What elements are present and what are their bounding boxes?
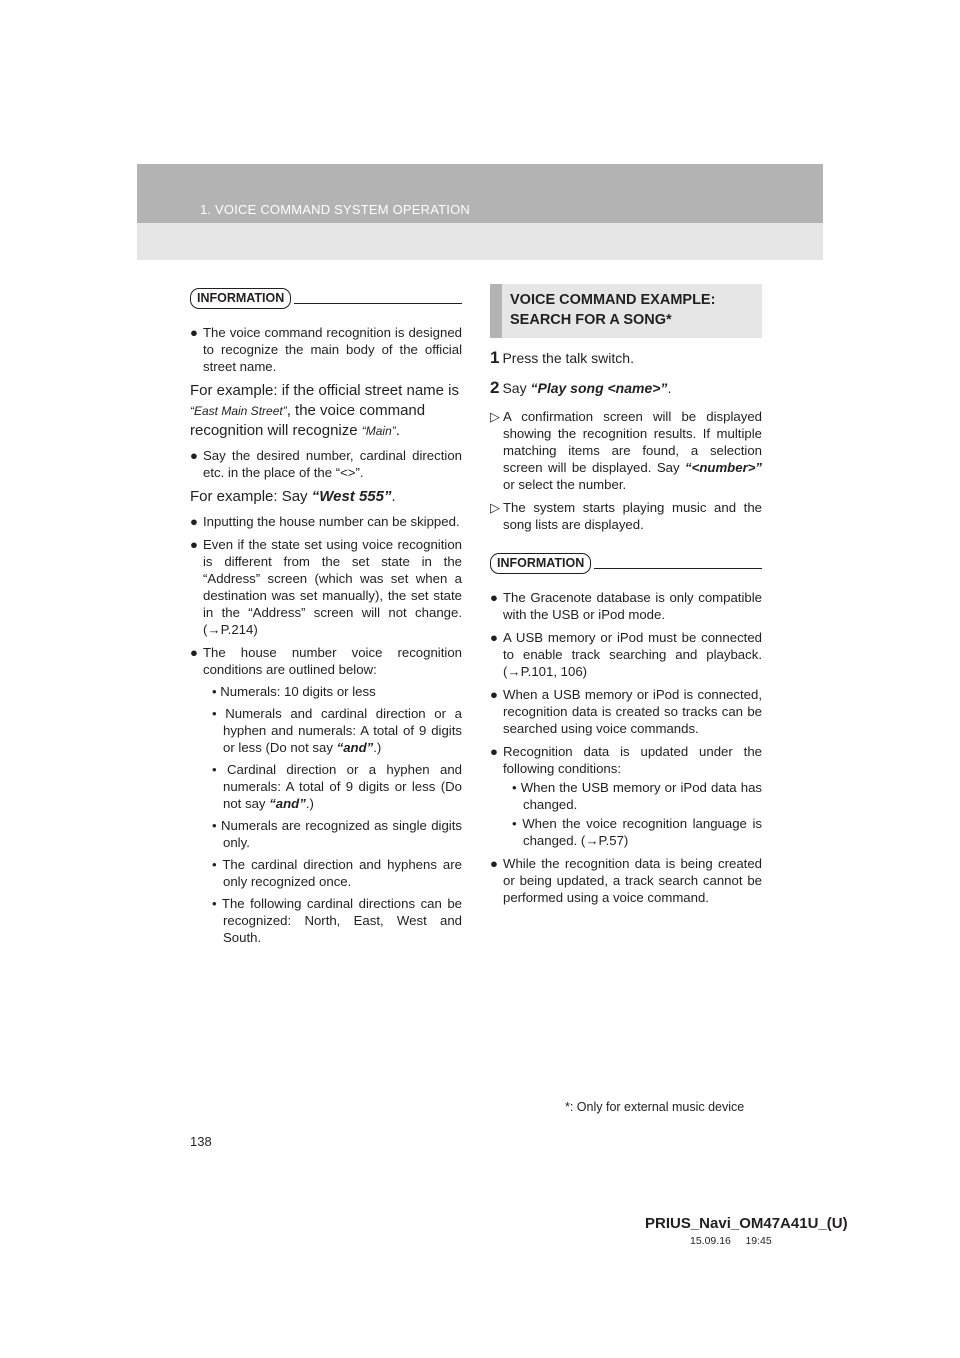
- bullet-text: Say the desired number, cardinal direction etc. in the place of the “<>”.: [203, 448, 462, 480]
- bullet-text: When a USB memory or iPod is connected, recognition data is created so tracks can be searched using voice commands.: [503, 687, 762, 736]
- step-2: [490, 378, 762, 398]
- example-text: .: [391, 488, 396, 505]
- sub-bullet: [201, 705, 462, 756]
- info-bullet: [190, 324, 462, 375]
- checkmark-icon: ▷: [490, 409, 501, 424]
- sub-text: • Numerals and cardinal direction or a hyphen and numerals: A total of 9 digits or less (Do not say: [212, 706, 462, 755]
- bullet-dot-icon: ●: [490, 590, 498, 605]
- info-bullet: [190, 644, 462, 678]
- sub-bullet: • Numerals: 10 digits or less: [212, 684, 376, 699]
- step-1: [490, 348, 762, 368]
- section-heading-line: VOICE COMMAND EXAMPLE:: [510, 292, 716, 308]
- bullet-text: The voice command recognition is designed to recognize the main body of the official street name.: [203, 325, 462, 374]
- bullet-dot-icon: ●: [190, 645, 198, 660]
- section-heading-line: SEARCH FOR A SONG*: [510, 312, 672, 328]
- bullet-text: The system starts playing music and the song lists are displayed.: [503, 500, 762, 532]
- example-text: For example: Say: [190, 488, 312, 505]
- info-bullet: [190, 536, 462, 638]
- bullet-text: While the recognition data is being created or being updated, a track search cannot be performed using a voice command.: [503, 856, 762, 905]
- sub-quote: “and”: [269, 796, 306, 811]
- bullet-text: The Gracenote database is only compatible with the USB or iPod mode.: [503, 590, 762, 622]
- header-subband: [137, 223, 823, 260]
- info-bullet: [490, 686, 762, 737]
- example-quote: “East Main Street”: [190, 404, 287, 418]
- info-bullet: [490, 589, 762, 623]
- info-bullet: [490, 743, 762, 777]
- example-quote: “Main”: [361, 424, 396, 438]
- example-text: , the voice command recognition will recognize: [190, 402, 426, 439]
- document-id: PRIUS_Navi_OM47A41U_(U): [645, 1215, 848, 1232]
- step-number: 2: [490, 378, 500, 397]
- info-bullet: [490, 855, 762, 906]
- checkmark-icon: ▷: [490, 500, 501, 515]
- information-tag: INFORMATION: [190, 288, 291, 309]
- section-heading: [490, 284, 762, 338]
- bullet-text: A confirmation screen will be displayed showing the recognition results. If multiple matching items are found, a selection screen will be displayed. Say: [503, 409, 762, 475]
- bullet-dot-icon: ●: [190, 537, 198, 552]
- bullet-text: Even if the state set using voice recognition is different from the set state in the “Address” screen (which was set when a destination was set manually), the set state in the “Address” screen will not change. (→P.214): [203, 537, 462, 637]
- bullet-text: or select the number.: [503, 477, 627, 492]
- sub-quote: “and”: [336, 740, 374, 755]
- info-bullet: [190, 513, 462, 530]
- info-bullet: [490, 629, 762, 680]
- bullet-text: A USB memory or iPod must be connected to enable track searching and playback. (→P.101, 106): [503, 630, 762, 679]
- example-text: .: [395, 422, 400, 439]
- footnote: *: Only for external music device: [565, 1100, 745, 1114]
- sub-bullet: • When the USB memory or iPod data has changed.: [512, 780, 762, 812]
- bullet-text: Recognition data is updated under the following conditions:: [503, 744, 762, 776]
- information-tag: INFORMATION: [490, 553, 591, 574]
- sub-text: .): [373, 740, 382, 755]
- example-text: For example: if the official street name is: [190, 382, 460, 399]
- bullet-dot-icon: ●: [190, 325, 198, 340]
- bullet-dot-icon: ●: [490, 744, 498, 759]
- left-column: [190, 288, 462, 946]
- result-bullet: [490, 408, 762, 493]
- section-header-title: 1. VOICE COMMAND SYSTEM OPERATION: [200, 202, 471, 217]
- sub-bullet: [201, 761, 462, 812]
- step-number: 1: [490, 348, 500, 367]
- example-quote: “West 555”: [311, 488, 392, 505]
- sub-bullet: • When the voice recognition language is changed. (→P.57): [512, 816, 762, 848]
- result-bullet: [490, 499, 762, 533]
- bullet-dot-icon: ●: [190, 448, 198, 463]
- example-paragraph: [190, 381, 462, 441]
- page-number: 138: [190, 1134, 212, 1149]
- step-text: Say: [502, 380, 531, 396]
- sub-bullet: • The cardinal direction and hyphens are only recognized once.: [212, 857, 462, 889]
- step-text: Press the talk switch.: [502, 350, 634, 366]
- info-bullet: [190, 447, 462, 481]
- bullet-text: Inputting the house number can be skipped.: [203, 514, 460, 529]
- sub-text: • Cardinal direction or a hyphen and numerals: A total of 9 digits or less (Do not say: [212, 762, 462, 811]
- sub-bullet: • The following cardinal directions can be recognized: North, East, West and South.: [212, 896, 462, 945]
- right-column: [490, 284, 762, 906]
- sub-text: .): [305, 796, 314, 811]
- bullet-quote: “<number>”: [685, 460, 762, 475]
- step-quote: “Play song <name>”: [530, 380, 668, 396]
- bullet-dot-icon: ●: [190, 514, 198, 529]
- bullet-dot-icon: ●: [490, 856, 498, 871]
- bullet-text: The house number voice recognition conditions are outlined below:: [203, 645, 462, 677]
- bullet-dot-icon: ●: [490, 630, 498, 645]
- document-timestamp: 15.09.16 19:45: [690, 1235, 772, 1247]
- step-text: .: [667, 380, 672, 396]
- sub-bullet: • Numerals are recognized as single digits only.: [212, 818, 462, 850]
- example-paragraph: [190, 487, 462, 507]
- bullet-dot-icon: ●: [490, 687, 498, 702]
